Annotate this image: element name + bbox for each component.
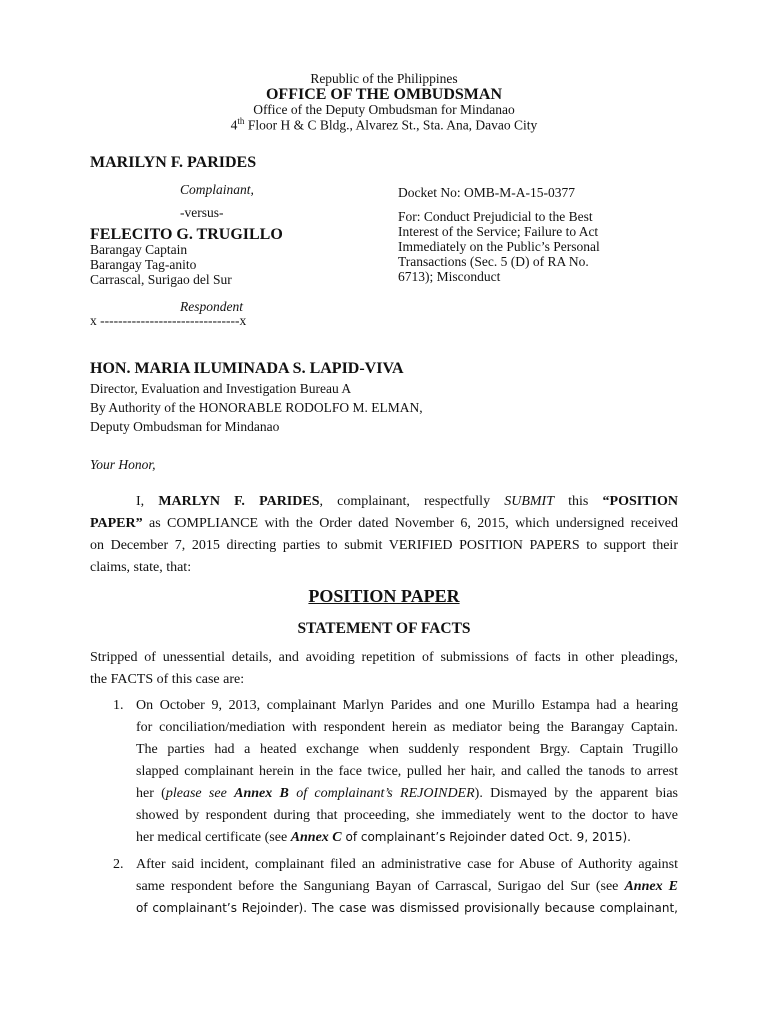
intro-line: claims, state, that: — [90, 560, 192, 575]
respondent-municipality: Carrascal, Surigao del Sur — [90, 272, 232, 287]
versus-label: -versus- — [180, 205, 224, 220]
charge-line: Immediately on the Public’s Personal — [398, 239, 600, 254]
section-heading: STATEMENT OF FACTS — [297, 620, 471, 637]
list-item-line: her medical certificate (see Annex C of complainant’s Rejoinder dated Oct. 9, 2015). — [136, 830, 631, 845]
list-item-line: The parties had a heated exchange when suddenly respondent Brgy. Captain Trugillo — [136, 742, 678, 757]
list-number: 1. — [113, 698, 124, 713]
list-item-line: slapped complainant herein in the face twice, pulled her hair, and called the tanods to arrest — [136, 764, 678, 779]
respondent-barangay: Barangay Tag-anito — [90, 257, 197, 272]
facts-intro-line: the FACTS of this case are: — [90, 672, 245, 687]
respondent-name: FELECITO G. TRUGILLO — [90, 226, 283, 243]
addressee-line: Director, Evaluation and Investigation Bureau A — [90, 381, 352, 396]
addressee-line: By Authority of the HONORABLE RODOLFO M. ELMAN, — [90, 400, 423, 415]
respondent-label: Respondent — [180, 299, 243, 314]
addressee-name: HON. MARIA ILUMINADA S. LAPID-VIVA — [90, 360, 404, 377]
header-office: OFFICE OF THE OMBUDSMAN — [265, 86, 502, 103]
list-item-line: After said incident, complainant filed an administrative case for Abuse of Authority against — [136, 857, 678, 872]
charge-line: For: Conduct Prejudicial to the Best — [398, 209, 593, 224]
intro-line: on December 7, 2015 directing parties to submit VERIFIED POSITION PAPERS to support their — [90, 538, 678, 553]
caption-separator: x -------------------------------x — [90, 313, 247, 328]
complainant-label: Complainant, — [180, 182, 254, 197]
docket-number: Docket No: OMB-M-A-15-0377 — [398, 185, 575, 200]
header-address: 4th Floor H & C Bldg., Alvarez St., Sta. Ana, Davao City — [230, 116, 538, 133]
complainant-name: MARILYN F. PARIDES — [90, 154, 257, 171]
header-republic: Republic of the Philippines — [310, 71, 458, 86]
header-deputy: Office of the Deputy Ombudsman for Mindanao — [253, 102, 515, 117]
charge-line: Transactions (Sec. 5 (D) of RA No. — [398, 254, 589, 269]
intro-line: I, MARLYN F. PARIDES, complainant, respectfully SUBMIT this “POSITION — [136, 494, 678, 509]
salutation: Your Honor, — [90, 457, 156, 472]
document-title: POSITION PAPER — [308, 586, 460, 606]
list-item-line: of complainant’s Rejoinder). The case was dismissed provisionally because complainant, — [136, 901, 678, 915]
charge-line: Interest of the Service; Failure to Act — [398, 224, 599, 239]
charge-line: 6713); Misconduct — [398, 269, 501, 284]
respondent-position: Barangay Captain — [90, 242, 188, 257]
list-item-line: On October 9, 2013, complainant Marlyn Parides and one Murillo Estampa had a hearing — [136, 698, 678, 713]
intro-line: PAPER” as COMPLIANCE with the Order dated November 6, 2015, which undersigned received — [90, 516, 678, 531]
list-item-line: same respondent before the Sanguniang Bayan of Carrascal, Surigao del Sur (see Annex E — [136, 879, 679, 894]
facts-intro-line: Stripped of unessential details, and avoiding repetition of submissions of facts in other pleadings, — [90, 650, 678, 665]
list-number: 2. — [113, 857, 124, 872]
list-item-line: showed by respondent during that proceeding, she immediately went to the doctor to have — [136, 808, 678, 823]
list-item-line: for conciliation/mediation with respondent herein as mediator being the Barangay Captain. — [136, 720, 678, 735]
addressee-line: Deputy Ombudsman for Mindanao — [90, 419, 280, 434]
list-item-line: her (please see Annex B of complainant’s REJOINDER). Dismayed by the apparent bias — [136, 786, 678, 801]
